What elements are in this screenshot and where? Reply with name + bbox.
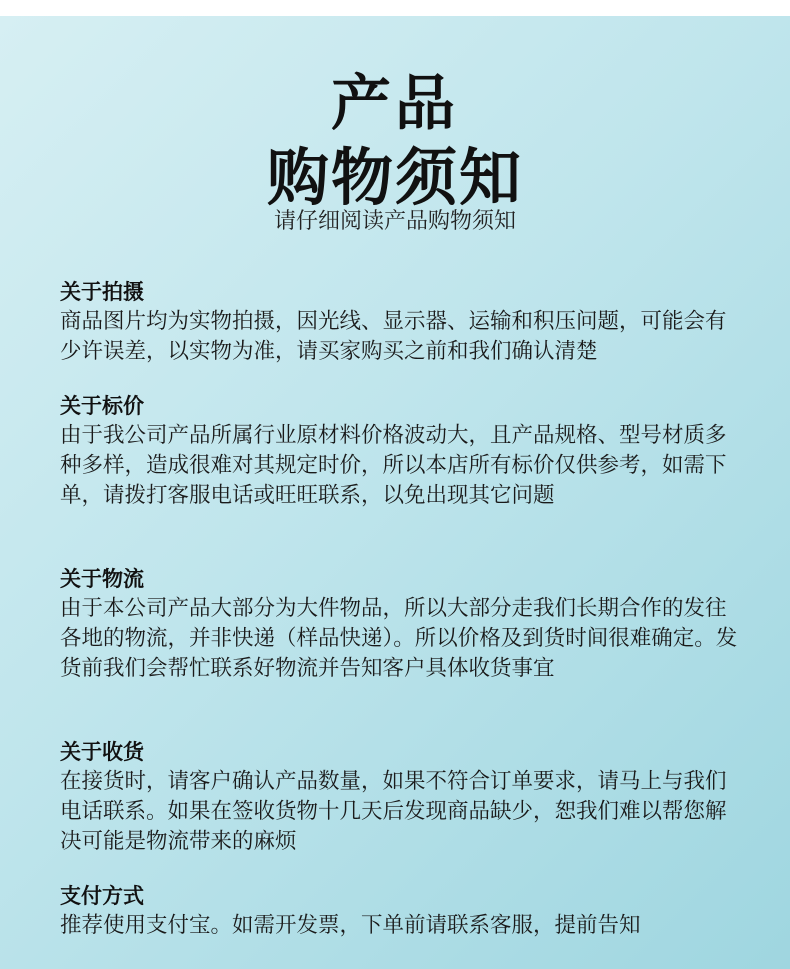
- section-receiving: [60, 738, 740, 857]
- section-heading: 支付方式: [60, 884, 144, 908]
- section-photography: [60, 278, 740, 367]
- section-pricing: [60, 392, 740, 511]
- section-body: 由于我公司产品所属行业原材料价格波动大，且产品规格、型号材质多种多样，造成很难对其规定时价，所以本店所有标价仅供参考，如需下单，请拨打客服电话或旺旺联系，以免出现其它问题: [60, 423, 727, 508]
- section-body: 在接货时，请客户确认产品数量，如果不符合订单要求，请马上与我们电话联系。如果在签收货物十几天后发现商品缺少，恕我们难以帮您解决可能是物流带来的麻烦: [60, 769, 727, 854]
- section-logistics: [60, 565, 740, 684]
- section-body: 由于本公司产品大部分为大件物品，所以大部分走我们长期合作的发往各地的物流，并非快递（样品快递）。所以价格及到货时间很难确定。发货前我们会帮忙联系好物流并告知客户具体收货事宜: [60, 596, 738, 681]
- page-subtitle: 请仔细阅读产品购物须知: [273, 209, 516, 234]
- notice-panel: [0, 16, 790, 969]
- section-heading: 关于标价: [60, 394, 144, 418]
- section-heading: 关于收货: [60, 740, 144, 764]
- section-heading: 关于物流: [60, 567, 144, 591]
- section-payment: [60, 882, 740, 941]
- page-title-line1: 产品: [331, 69, 459, 139]
- section-heading: 关于拍摄: [60, 280, 144, 304]
- section-body: 商品图片均为实物拍摄，因光线、显示器、运输和积压问题，可能会有少许误差，以实物为准，请买家购买之前和我们确认清楚: [60, 309, 727, 364]
- page-title-line2: 购物须知: [266, 141, 523, 214]
- section-body: 推荐使用支付宝。如需开发票，下单前请联系客服，提前告知: [60, 913, 641, 938]
